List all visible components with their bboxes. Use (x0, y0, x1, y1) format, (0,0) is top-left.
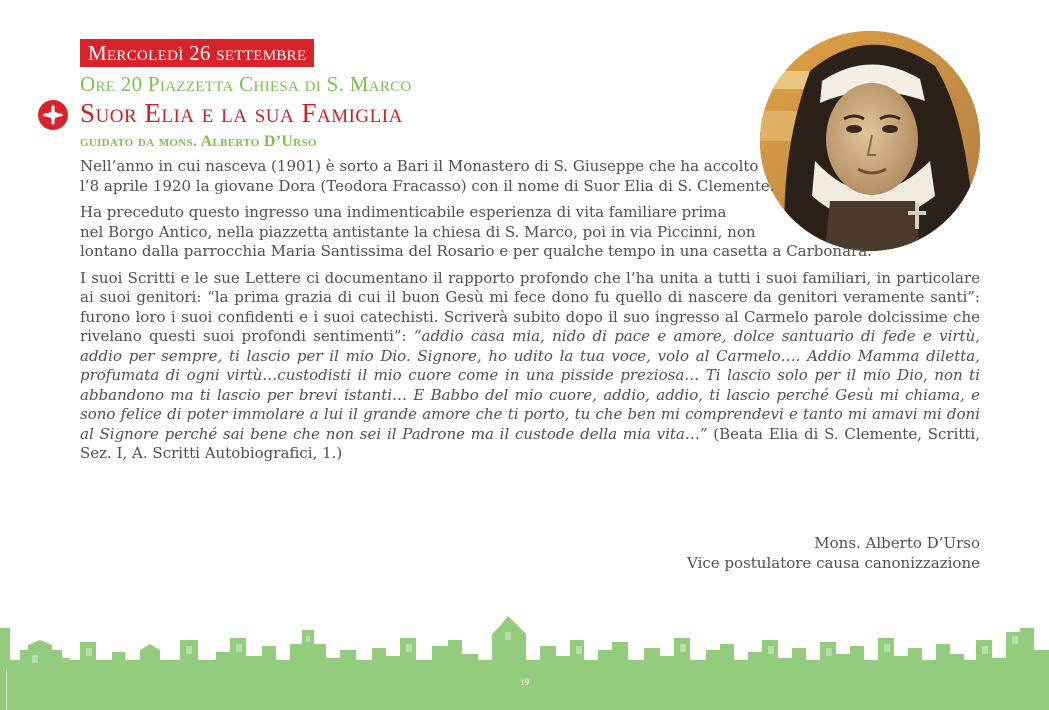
article-body (80, 157, 980, 471)
paragraph-3-source: (Beata Elia di S. Clemente, Scritti, Sez. I, A. Scritti Autobiografici, 1.) (80, 424, 980, 462)
paragraph-2 (80, 203, 980, 262)
page-number: 19 (520, 677, 529, 687)
cross-icon (38, 100, 68, 130)
paragraph-2-line-1: Ha preceduto questo ingresso una indimenticabile esperienza di vita familiare prima (80, 203, 727, 221)
date-badge: Mercoledì 26 settembre (80, 39, 314, 67)
paragraph-2-line-3: lontano dalla parrocchia Maria Santissima del Rosario e per qualche tempo in una casetta a Carbonara. (80, 242, 872, 260)
guide-line: guidato da mons. Alberto D’Urso (80, 133, 317, 150)
paragraph-3 (80, 269, 980, 464)
paragraph-2-line-2: nel Borgo Antico, nella piazzetta antistante la chiesa di S. Marco, poi in via Piccinni, non (80, 222, 756, 241)
paragraph-3-intro: I suoi Scritti e le sue Lettere ci documentano il rapporto profondo che l’ha unita a tutti i suoi familiari, in particolare ai suoi genitori: “la prima grazia di cui il buon Gesù mi fece dono fu quello di nascere da genitori veramente santi”: furono loro i suoi confidenti e i suoi catechisti. Scriverà subito dopo il suo ingresso al Carmelo parole dolcissime che rivelano questi suoi profondi sentimenti”: (80, 268, 980, 345)
signature-role: Vice postulatore causa canonizzazione (687, 554, 980, 572)
paragraph-3-quote: “addio casa mia, nido di pace e amore, dolce santuario di fede e virtù, addio per sempre, ti lascio per il mio Dio. Signore, ho udito la tua voce, volo al Carmelo…. Addio Mamma diletta, profumata di ogni virtù…custodisti il mio cuore come in una pisside preziosa… Ti lascio solo per il mio Dio, non ti abbandono ma ti lascio per brevi istanti… E Babbo del mio cuore, addio, addio, ti lascio perché Gesù mi chiama, e sono felice di poter immolare a lui il grande amore che ti porto, tu che ben mi comprendevi e tanto mi amavi mi doni al Signore perché sai bene che non sei il Padrone ma il custode della mia vita…” (80, 327, 980, 443)
signature-name: Mons. Alberto D’Urso (814, 534, 980, 552)
event-place: Ore 20 Piazzetta Chiesa di S. Marco (80, 72, 412, 96)
signature (687, 533, 980, 573)
page-title: Suor Elia e la sua Famiglia (80, 98, 403, 128)
paragraph-1: Nell’anno in cui nasceva (1901) è sorto a Bari il Monastero di S. Giuseppe che ha accolto l’8 aprile 1920 la giovane Dora (Teodora Fracasso) con il nome di Suor Elia di S. Clemente. (80, 157, 775, 195)
city-skyline (0, 600, 1049, 710)
